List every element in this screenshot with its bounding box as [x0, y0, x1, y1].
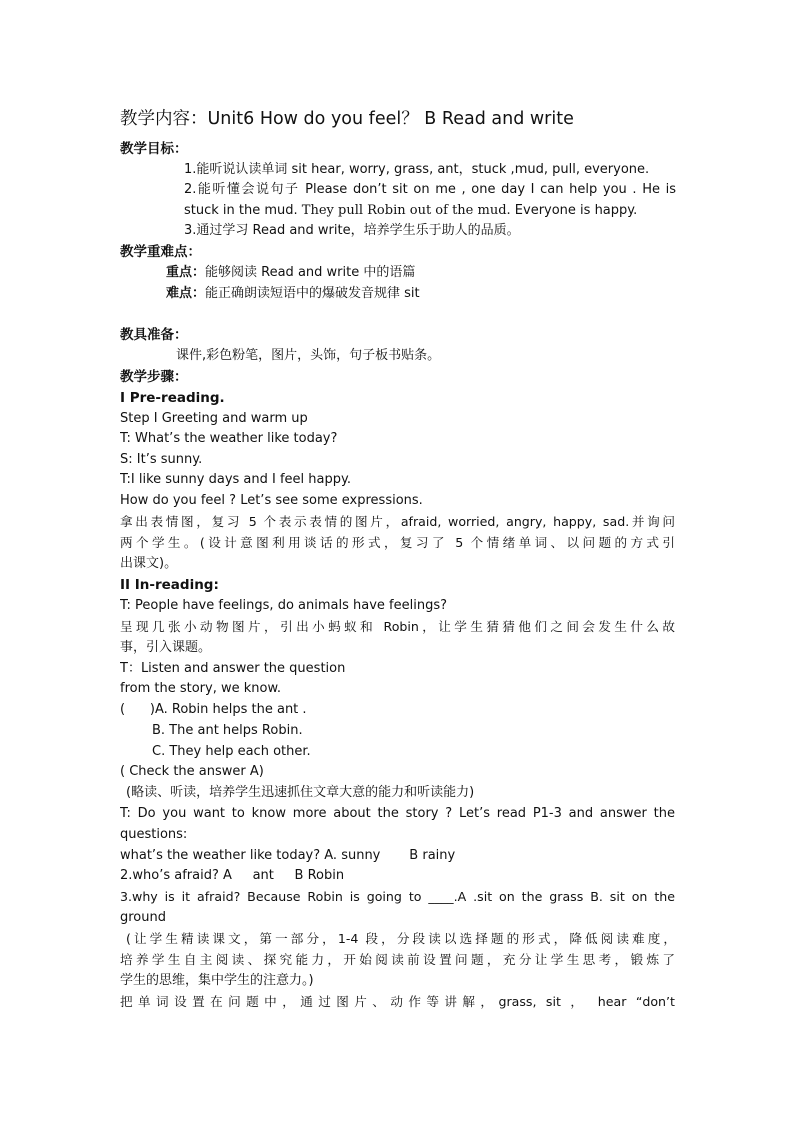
step-line-3: S: It’s sunny. — [120, 452, 203, 467]
step-line-18: (略读、听读，培养学生迅速抓住文章大意的能力和听读能力) — [126, 785, 475, 800]
materials-heading: 教具准备： — [120, 327, 188, 343]
pre-reading-heading: I Pre-reading. — [120, 390, 225, 406]
hard-point-text: 能正确朗读短语中的爆破发音规律 sit — [205, 286, 420, 301]
objective-line-4: 3.通过学习 Read and write，培养学生乐于助人的品质。 — [184, 223, 520, 238]
page-title: 教学内容：Unit6 How do you feel？ B Read and write — [120, 109, 574, 129]
hard-point-label: 难点： — [166, 286, 206, 301]
step-line-27: 学生的思维，集中学生的注意力。) — [120, 973, 314, 988]
step-line-1: Step I Greeting and warm up — [120, 411, 308, 426]
materials-text: 课件,彩色粉笔，图片，头饰，句子板书贴条。 — [176, 348, 441, 363]
step-line-11: 事，引入课题。 — [120, 640, 212, 655]
question-3: 3.why is it afraid? Because Robin is going to ____.A .sit on the grass B. sit on the — [120, 889, 675, 904]
step-line-6: 拿出表情图，复习 5 个表示表情的图片，afraid, worried, angry, happy, sad.并询问 — [120, 514, 675, 529]
objective-line-3-part-c: Everyone is happy. — [510, 203, 638, 218]
in-reading-heading: II In-reading: — [120, 577, 219, 593]
answer-choice-c: C. They help each other. — [152, 744, 311, 759]
step-line-2: T: What’s the weather like today? — [120, 431, 338, 446]
hard-point-line — [166, 284, 676, 304]
step-line-26: 培养学生自主阅读、探究能力，开始阅读前设置问题，充分让学生思考，锻炼了 — [120, 952, 675, 967]
question-2: 2.who’s afraid? A ant B Robin — [120, 868, 345, 883]
key-point-label: 重点： — [166, 265, 206, 280]
key-point-line — [166, 263, 676, 283]
step-line-4: T:I like sunny days and I feel happy. — [120, 472, 351, 487]
step-line-20: questions: — [120, 827, 188, 842]
step-line-8: 出课文)。 — [120, 556, 178, 571]
objective-line-1: 1.能听说认读单词 sit hear, worry, grass, ant，stuck ,mud, pull, everyone. — [184, 162, 650, 177]
step-line-25: (让学生精读课文，第一部分，1-4 段，分段读以选择题的形式，降低阅读难度， — [126, 931, 676, 946]
step-line-13: from the story, we know. — [120, 681, 282, 696]
objective-line-3-part-b: They pull Robin out of the mud. — [297, 203, 511, 218]
question-1: what’s the weather like today? A. sunny B rainy — [120, 848, 456, 863]
objectives-heading: 教学目标： — [120, 141, 188, 157]
answer-choice-a: ( )A. Robin helps the ant . — [120, 702, 307, 717]
question-3-continued: ground — [120, 910, 166, 925]
step-line-9: T: People have feelings, do animals have feelings? — [120, 598, 447, 613]
step-line-7: 两个学生。(设计意图利用谈话的形式，复习了 5 个情绪单词、以问题的方式引 — [120, 535, 675, 550]
objective-line-2: 2.能听懂会说句子 Please don’t sit on me , one day I can help you . He is — [184, 182, 676, 197]
step-line-19: T: Do you want to know more about the story ? Let’s read P1-3 and answer the — [120, 806, 675, 821]
step-line-5: How do you feel ? Let’s see some expressions. — [120, 493, 423, 508]
key-points-heading: 教学重难点： — [120, 244, 201, 260]
step-line-12: T：Listen and answer the question — [120, 661, 346, 676]
step-line-17: ( Check the answer A) — [120, 764, 264, 779]
step-line-28: 把单词设置在问题中，通过图片、动作等讲解，grass, sit ， hear “don’t — [120, 994, 675, 1009]
steps-heading: 教学步骤： — [120, 369, 188, 385]
answer-choice-b: B. The ant helps Robin. — [152, 723, 303, 738]
objective-line-3 — [184, 201, 676, 221]
objective-line-3-part-a: stuck in the mud. — [184, 203, 298, 218]
step-line-10: 呈现几张小动物图片，引出小蚂蚁和 Robin，让学生猜猜他们之间会发生什么故 — [120, 619, 675, 634]
key-point-text: 能够阅读 Read and write 中的语篇 — [205, 265, 416, 280]
